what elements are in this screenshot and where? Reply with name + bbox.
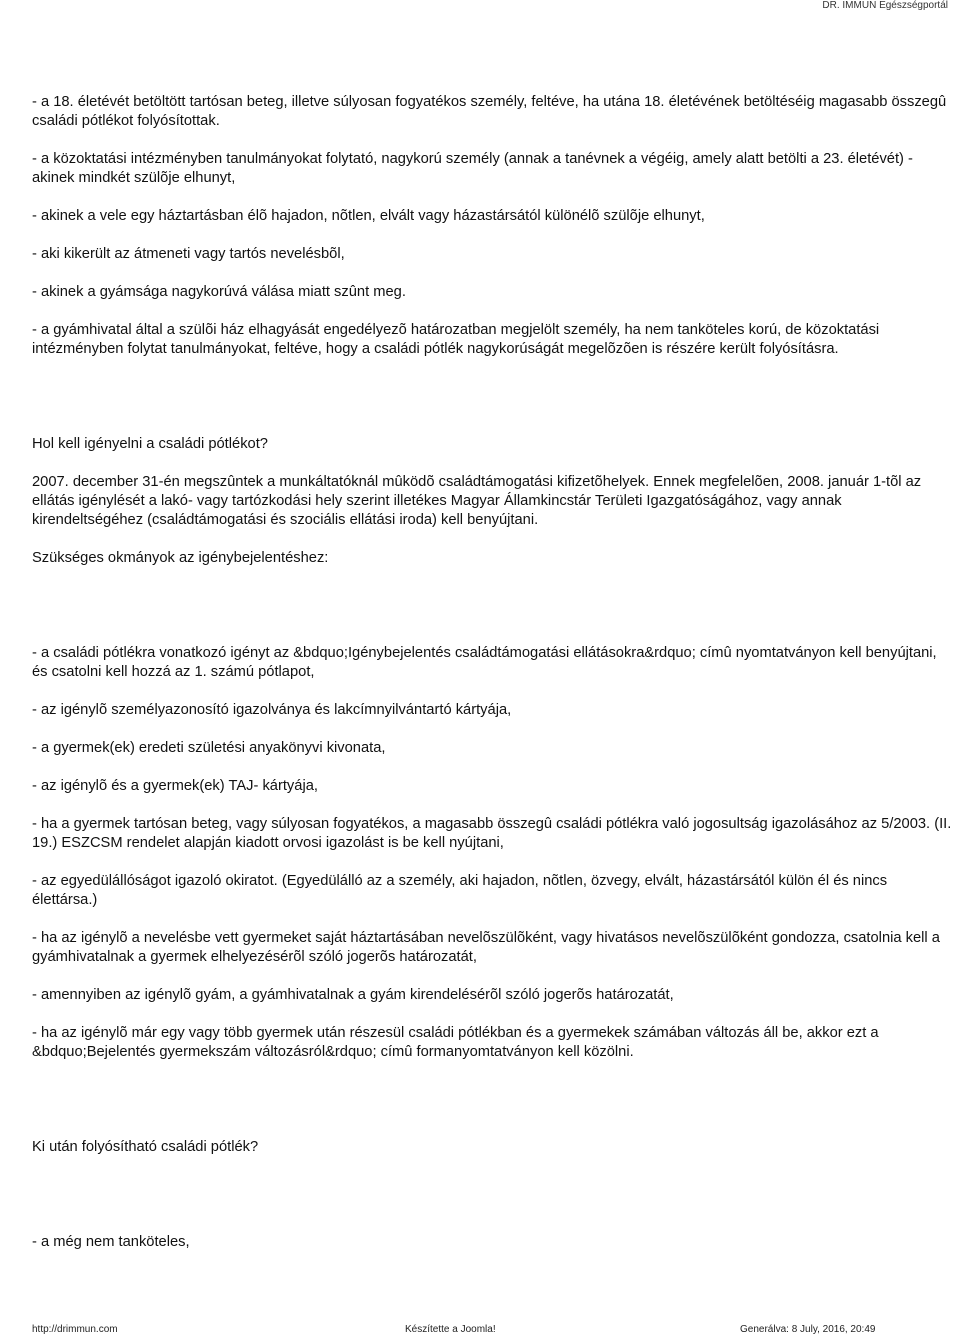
paragraph: - a gyámhivatal által a szülõi ház elhagyását engedélyezõ határozatban megjelölt személy, ha nem tanköteles korú, de közoktatási intézményben folytat tanulmányokat, feltéve, hogy a családi pótlék nagykorúságát megelõzõen is részére került folyósításra. [32,322,880,357]
paragraph: - a 18. életévét betöltött tartósan beteg, illetve súlyosan fogyatékos személy, feltéve, ha utána 18. életévének betöltéséig magasabb összegû családi pótlékot folyósítottak. [32,94,947,129]
list-item: - ha az igénylõ a nevelésbe vett gyermeket saját háztartásában nevelõszülõként, vagy hivatásos nevelõszülõként gondozza, csatolnia kell a gyámhivatalnak a gyermek elhelyezésérõl szóló jogerõs határozatát, [32,930,940,965]
list-item: - a még nem tanköteles, [32,1234,190,1250]
list-item: - akinek a vele egy háztartásban élõ hajadon, nõtlen, elvált vagy házastársától különélõ szülõje elhunyt, [32,208,705,224]
paragraph: - a közoktatási intézményben tanulmányokat folytató, nagykorú személy (annak a tanévnek a végéig, amely alatt betölti a 23. életévét) - akinek mindkét szülõje elhunyt, [32,151,913,186]
document-body [32,93,952,1252]
section-heading: Szükséges okmányok az igénybejelentéshez: [32,550,329,566]
list-item: - az igénylõ és a gyermek(ek) TAJ- kártyája, [32,778,318,794]
list-item: - akinek a gyámsága nagykorúvá válása miatt szûnt meg. [32,284,406,300]
list-item: - a gyermek(ek) eredeti születési anyakönyvi kivonata, [32,740,386,756]
footer-credit: Készítette a Joomla! [405,1324,496,1335]
section-heading: Hol kell igényelni a családi pótlékot? [32,436,268,452]
list-item: - ha az igénylõ már egy vagy több gyermek után részesül családi pótlékban és a gyermekek számában változás áll be, akkor ezt a &bdquo;Bejelentés gyermekszám változásról&rdquo; címû formanyomtatványon kell közölni. [32,1025,879,1060]
site-title: DR. IMMUN Egészségportál [822,0,948,11]
footer-url: http://drimmun.com [32,1324,118,1335]
list-item: - az igénylõ személyazonosító igazolványa és lakcímnyilvántartó kártyája, [32,702,512,718]
footer-generated: Generálva: 8 July, 2016, 20:49 [740,1324,876,1335]
list-item: - aki kikerült az átmeneti vagy tartós nevelésbõl, [32,246,345,262]
list-item: - amennyiben az igénylõ gyám, a gyámhivatalnak a gyám kirendelésérõl szóló jogerõs határozatát, [32,987,674,1003]
list-item: - a családi pótlékra vonatkozó igényt az &bdquo;Igénybejelentés családtámogatási ellátásokra&rdquo; címû nyomtatványon kell benyújtani, és csatolni kell hozzá az 1. számú pótlapot, [32,645,937,680]
list-item: - az egyedülállóságot igazoló okiratot. (Egyedülálló az a személy, aki hajadon, nõtlen, özvegy, elvált, házastársától külön él és nincs élettársa.) [32,873,888,908]
site-header [822,0,948,12]
section-heading: Ki után folyósítható családi pótlék? [32,1139,259,1155]
paragraph: 2007. december 31-én megszûntek a munkáltatóknál mûködõ családtámogatási kifizetõhelyek. Ennek megfelelõen, 2008. január 1-tõl az ellátás igénylését a lakó- vagy tartózkodási hely szerint illetékes Magyar Államkincstár Területi Igazgatóságához, vagy annak kirendeltségéhez (családtámogatási és szociális ellátási iroda) kell benyújtani. [32,474,922,528]
list-item: - ha a gyermek tartósan beteg, vagy súlyosan fogyatékos, a magasabb összegû családi pótlékra való jogosultság igazolásához az 5/2003. (II. 19.) ESZCSM rendelet alapján kiadott orvosi igazolást is be kell nyújtani, [32,816,952,851]
